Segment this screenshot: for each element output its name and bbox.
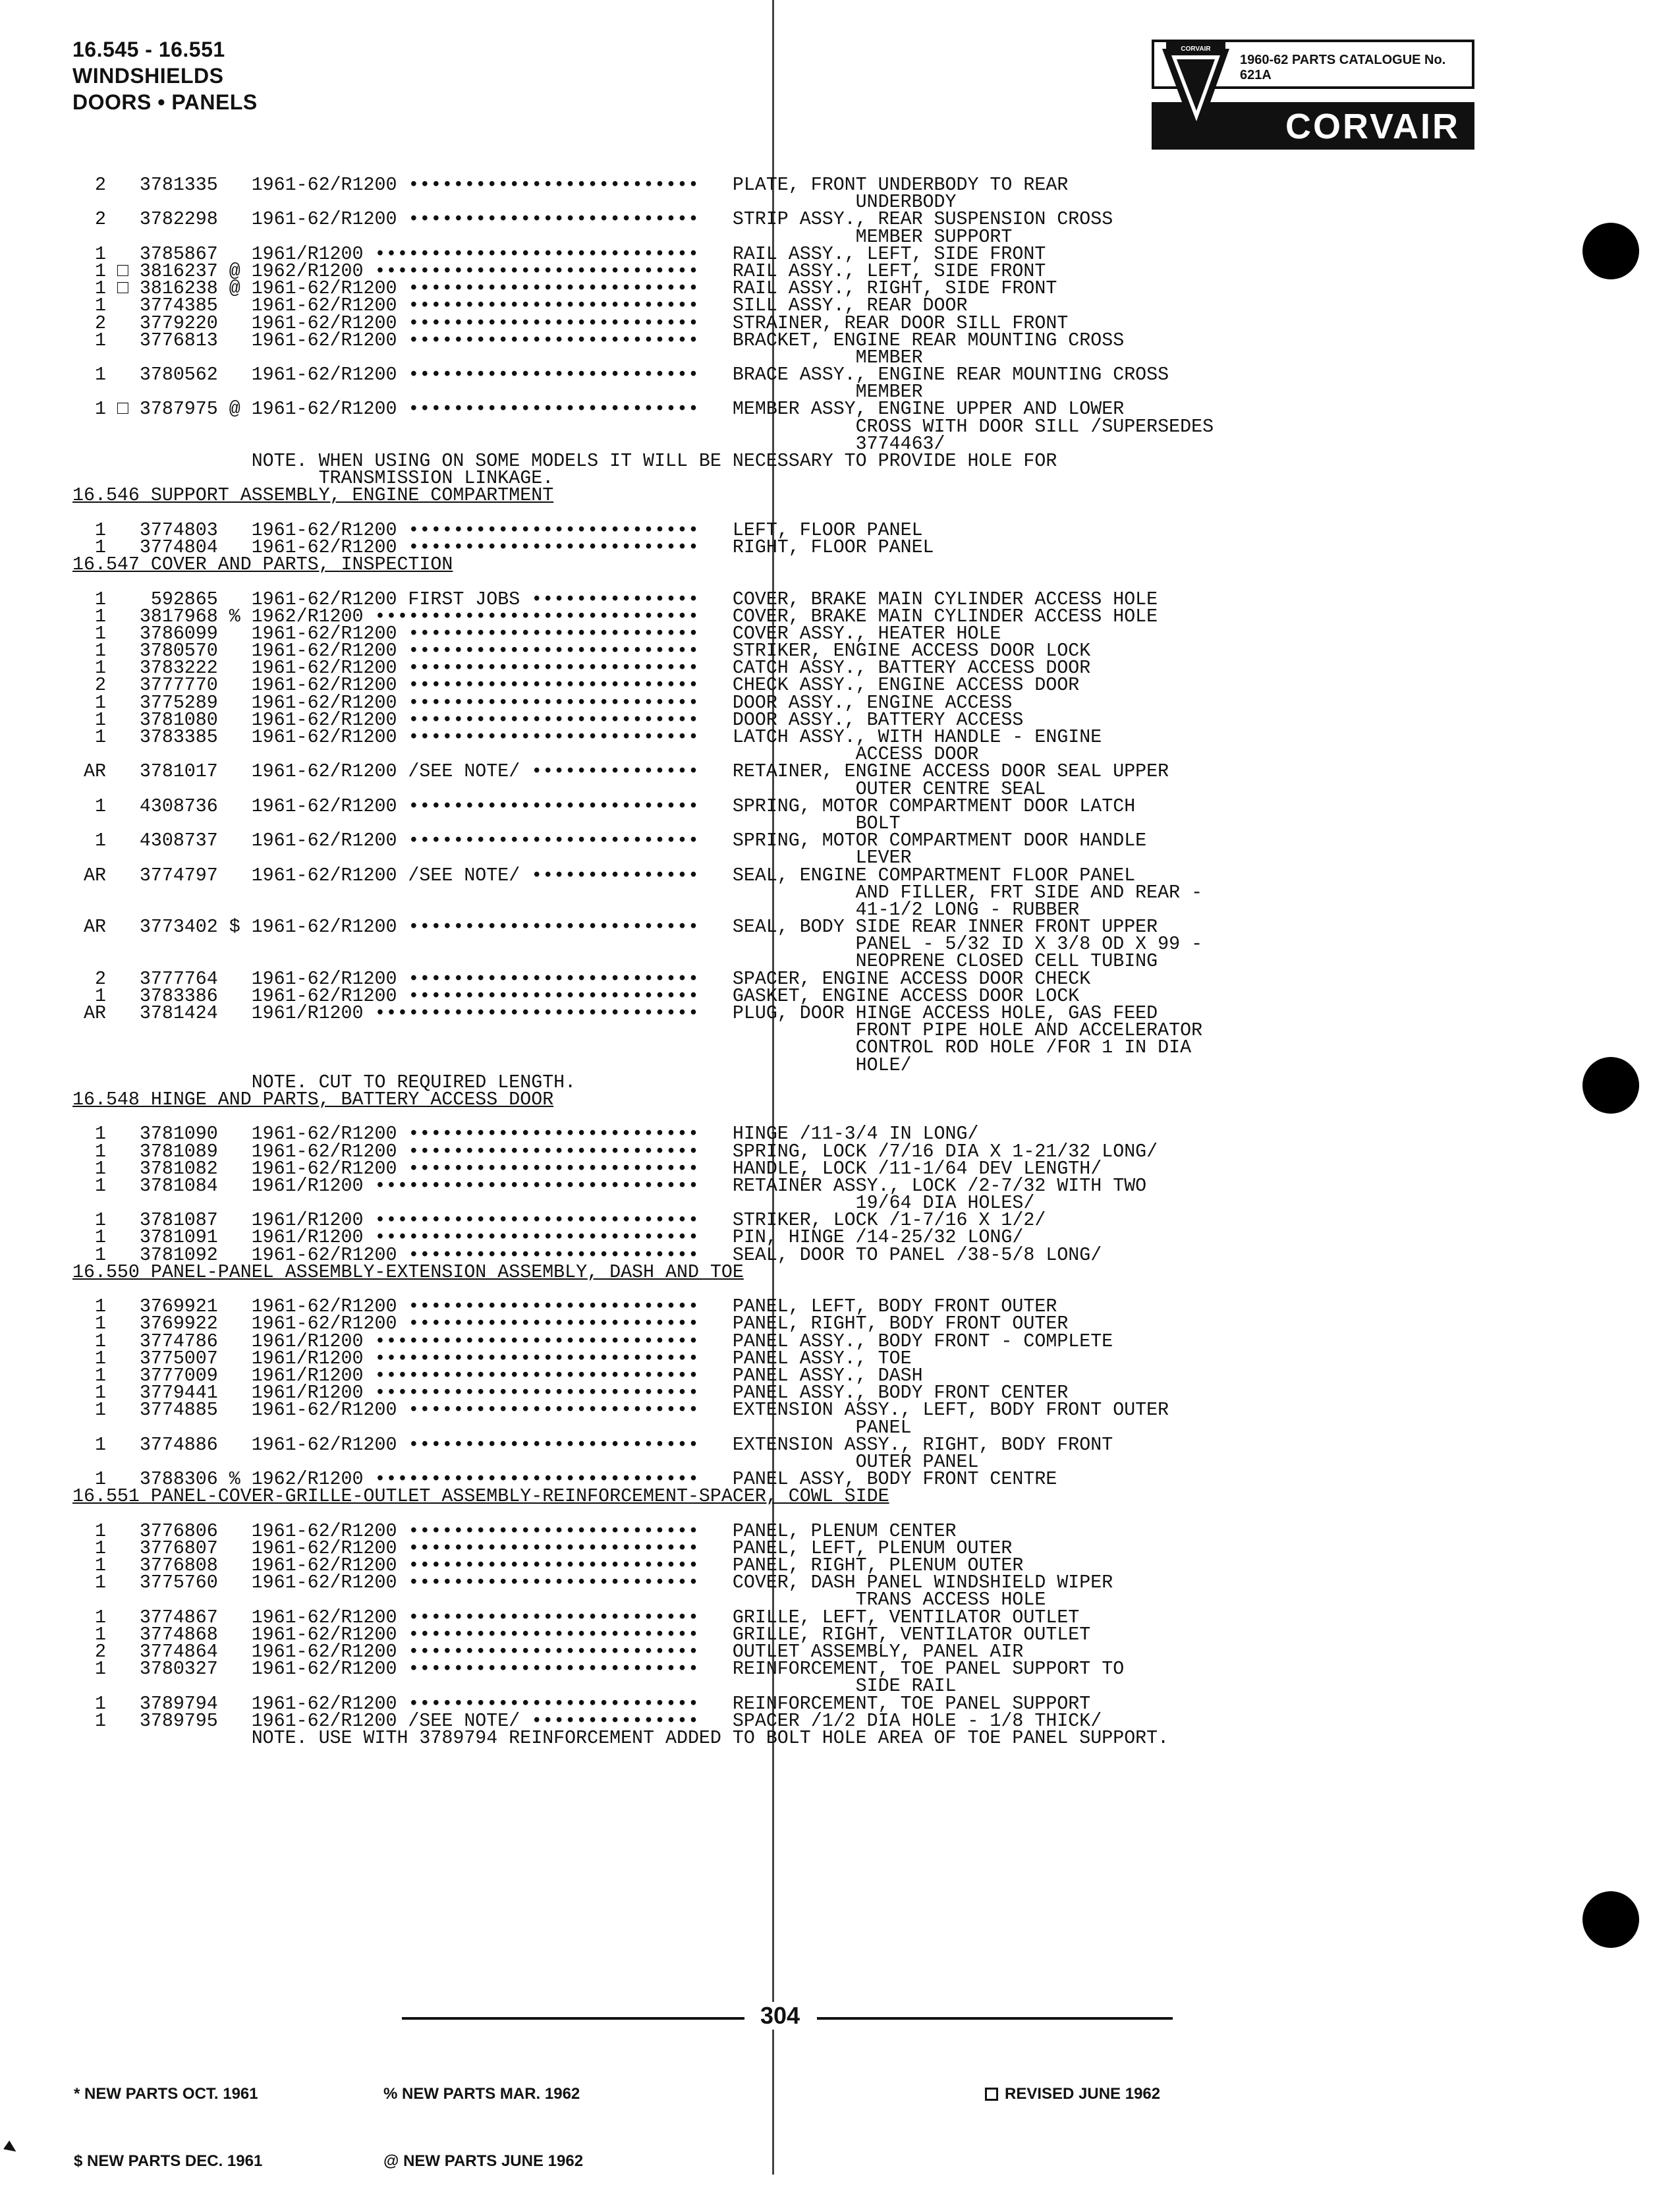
list-line: TRANS ACCESS HOLE bbox=[72, 1589, 1046, 1611]
list-line: AR 3781017 1961-62/R1200 /SEE NOTE/ ••••••••••••••• RETAINER, ENGINE ACCESS DOOR SEAL UPPER bbox=[72, 761, 1169, 783]
list-line: 1 □ 3787975 @ 1961-62/R1200 •••••••••••••••••••••••••• MEMBER ASSY, ENGINE UPPER AND LOWER bbox=[72, 399, 1125, 420]
list-line: AR 3773402 $ 1961-62/R1200 •••••••••••••••••••••••••• SEAL, BODY SIDE REAR INNER FRONT UPPER bbox=[72, 917, 1158, 938]
list-line: 1 3775007 1961/R1200 ••••••••••••••••••••••••••••• PANEL ASSY., TOE bbox=[72, 1348, 912, 1369]
list-line: 1 3788306 % 1962/R1200 ••••••••••••••••••••••••••••• PANEL ASSY, BODY FRONT CENTRE bbox=[72, 1469, 1057, 1491]
list-line: 1 3781084 1961/R1200 ••••••••••••••••••••••••••••• RETAINER ASSY., LOCK /2-7/32 WITH TWO bbox=[72, 1175, 1147, 1197]
header-title-doors-panels: DOORS • PANELS bbox=[72, 90, 258, 114]
parts-listing bbox=[72, 177, 1542, 1747]
list-line: 1 3776813 1961-62/R1200 •••••••••••••••••••••••••• BRACKET, ENGINE REAR MOUNTING CROSS bbox=[72, 329, 1125, 351]
list-line: 1 3785867 1961/R1200 ••••••••••••••••••••••••••••• RAIL ASSY., LEFT, SIDE FRONT bbox=[72, 243, 1046, 265]
list-line: BOLT bbox=[72, 812, 901, 834]
list-line: 1 3769922 1961-62/R1200 •••••••••••••••••••••••••• PANEL, RIGHT, BODY FRONT OUTER bbox=[72, 1313, 1069, 1335]
list-line: 1 3774886 1961-62/R1200 •••••••••••••••••••••••••• EXTENSION ASSY., RIGHT, BODY FRONT bbox=[72, 1434, 1113, 1456]
list-line: 1 3774885 1961-62/R1200 •••••••••••••••••••••••••• EXTENSION ASSY., LEFT, BODY FRONT OUTER bbox=[72, 1400, 1169, 1421]
list-line: 1 3781089 1961-62/R1200 •••••••••••••••••••••••••• SPRING, LOCK /7/16 DIA X 1-21/32 LONG/ bbox=[72, 1141, 1158, 1162]
list-line: OUTER PANEL bbox=[72, 1451, 979, 1473]
list-line: 1 3781087 1961/R1200 ••••••••••••••••••••••••••••• STRIKER, LOCK /1-7/16 X 1/2/ bbox=[72, 1210, 1046, 1232]
legend-new-oct: * NEW PARTS OCT. 1961 bbox=[74, 2085, 258, 2103]
legend-new-mar: % NEW PARTS MAR. 1962 bbox=[383, 2085, 580, 2103]
list-line: MEMBER bbox=[72, 347, 923, 368]
list-line: 1 3783386 1961-62/R1200 •••••••••••••••••••••••••• GASKET, ENGINE ACCESS DOOR LOCK bbox=[72, 985, 1080, 1007]
list-line: 1 3777009 1961/R1200 ••••••••••••••••••••••••••••• PANEL ASSY., DASH bbox=[72, 1365, 923, 1386]
list-line: AR 3774797 1961-62/R1200 /SEE NOTE/ ••••••••••••••• SEAL, ENGINE COMPARTMENT FLOOR PANEL bbox=[72, 865, 1136, 886]
list-line: 19/64 DIA HOLES/ bbox=[72, 1193, 1035, 1214]
list-line: CONTROL ROD HOLE /FOR 1 IN DIA bbox=[72, 1037, 1192, 1059]
list-line: AND FILLER, FRT SIDE AND REAR - bbox=[72, 882, 1203, 903]
legend-new-june: @ NEW PARTS JUNE 1962 bbox=[383, 2152, 584, 2170]
list-line: 1 3780562 1961-62/R1200 •••••••••••••••••••••••••• BRACE ASSY., ENGINE REAR MOUNTING CROSS bbox=[72, 364, 1169, 386]
corvair-logo bbox=[1152, 40, 1474, 152]
list-line: 1 3789795 1961-62/R1200 /SEE NOTE/ ••••••••••••••• SPACER /1/2 DIA HOLE - 1/8 THICK/ bbox=[72, 1710, 1102, 1732]
list-line: 1 3783385 1961-62/R1200 •••••••••••••••••••••••••• LATCH ASSY., WITH HANDLE - ENGINE bbox=[72, 727, 1102, 748]
list-line: 1 3774786 1961/R1200 ••••••••••••••••••••••••••••• PANEL ASSY., BODY FRONT - COMPLETE bbox=[72, 1330, 1113, 1352]
section-range: 16.545 - 16.551 bbox=[72, 38, 225, 61]
list-line: 1 3774385 1961-62/R1200 •••••••••••••••••••••••••• SILL ASSY., REAR DOOR bbox=[72, 295, 968, 317]
revised-box-icon bbox=[985, 2088, 998, 2101]
legend-revised: REVISED JUNE 1962 bbox=[1005, 2085, 1161, 2103]
footer-rule-right bbox=[817, 2017, 1173, 2020]
brand-name: CORVAIR bbox=[1285, 107, 1460, 146]
list-line: 2 3782298 1961-62/R1200 •••••••••••••••••••••••••• STRIP ASSY., REAR SUSPENSION CROSS bbox=[72, 209, 1113, 231]
legend-new-dec: $ NEW PARTS DEC. 1961 bbox=[74, 2152, 263, 2170]
section-heading: 16.546 SUPPORT ASSEMBLY, ENGINE COMPARTMENT bbox=[72, 485, 554, 507]
list-line: 2 3777770 1961-62/R1200 •••••••••••••••••••••••••• CHECK ASSY., ENGINE ACCESS DOOR bbox=[72, 675, 1080, 697]
list-line: 2 3777764 1961-62/R1200 •••••••••••••••••••••••••• SPACER, ENGINE ACCESS DOOR CHECK bbox=[72, 968, 1091, 990]
list-line: 41-1/2 LONG - RUBBER bbox=[72, 899, 1080, 921]
list-line: CROSS WITH DOOR SILL /SUPERSEDES bbox=[72, 416, 1214, 438]
list-line: 1 4308736 1961-62/R1200 •••••••••••••••••••••••••• SPRING, MOTOR COMPARTMENT DOOR LATCH bbox=[72, 795, 1136, 817]
list-line: 1 3775760 1961-62/R1200 •••••••••••••••••••••••••• COVER, DASH PANEL WINDSHIELD WIPER bbox=[72, 1572, 1113, 1594]
list-line: 1 3776807 1961-62/R1200 •••••••••••••••••••••••••• PANEL, LEFT, PLENUM OUTER bbox=[72, 1537, 1013, 1559]
list-line bbox=[72, 1505, 1542, 1522]
list-line: 1 592865 1961-62/R1200 FIRST JOBS ••••••••••••••• COVER, BRAKE MAIN CYLINDER ACCESS HOLE bbox=[72, 588, 1158, 610]
list-line: 2 3781335 1961-62/R1200 •••••••••••••••••••••••••• PLATE, FRONT UNDERBODY TO REAR bbox=[72, 175, 1069, 196]
list-line: 1 □ 3816237 @ 1962/R1200 ••••••••••••••••••••••••••••• RAIL ASSY., LEFT, SIDE FRONT bbox=[72, 260, 1046, 282]
list-line: 1 3776806 1961-62/R1200 •••••••••••••••••••••••••• PANEL, PLENUM CENTER bbox=[72, 1520, 957, 1542]
list-line: 1 3786099 1961-62/R1200 •••••••••••••••••••••••••• COVER ASSY., HEATER HOLE bbox=[72, 623, 1001, 644]
list-line bbox=[72, 573, 1542, 590]
page-header bbox=[72, 36, 258, 115]
list-line: 1 3775289 1961-62/R1200 •••••••••••••••••••••••••• DOOR ASSY., ENGINE ACCESS bbox=[72, 692, 1013, 714]
list-line: PANEL bbox=[72, 1417, 912, 1439]
list-line: NOTE. CUT TO REQUIRED LENGTH. bbox=[72, 1071, 576, 1093]
section-heading: 16.551 PANEL-COVER-GRILLE-OUTLET ASSEMBLY-REINFORCEMENT-SPACER, COWL SIDE bbox=[72, 1486, 889, 1508]
list-line: ACCESS DOOR bbox=[72, 744, 979, 766]
list-line: 1 □ 3816238 @ 1961-62/R1200 •••••••••••••••••••••••••• RAIL ASSY., RIGHT, SIDE FRONT bbox=[72, 278, 1057, 300]
list-line: 1 3779441 1961/R1200 ••••••••••••••••••••••••••••• PANEL ASSY., BODY FRONT CENTER bbox=[72, 1383, 1069, 1404]
list-line: MEMBER SUPPORT bbox=[72, 226, 1013, 248]
section-heading: 16.550 PANEL-PANEL ASSEMBLY-EXTENSION ASSEMBLY, DASH AND TOE bbox=[72, 1261, 744, 1283]
list-line: AR 3781424 1961/R1200 ••••••••••••••••••••••••••••• PLUG, DOOR HINGE ACCESS HOLE, GAS FEED bbox=[72, 1003, 1158, 1024]
binder-hole-top bbox=[1582, 223, 1639, 279]
footer-rule-left bbox=[402, 2017, 744, 2020]
page-number: 304 bbox=[758, 2002, 802, 2030]
list-line: NOTE. USE WITH 3789794 REINFORCEMENT ADDED TO BOLT HOLE AREA OF TOE PANEL SUPPORT. bbox=[72, 1727, 1169, 1749]
list-line: 1 3774804 1961-62/R1200 •••••••••••••••••••••••••• RIGHT, FLOOR PANEL bbox=[72, 536, 934, 558]
list-line bbox=[72, 505, 1542, 522]
list-line: PANEL - 5/32 ID X 3/8 OD X 99 - bbox=[72, 934, 1203, 955]
list-line: 1 3774803 1961-62/R1200 •••••••••••••••••••••••••• LEFT, FLOOR PANEL bbox=[72, 519, 923, 541]
list-line: 1 3781092 1961-62/R1200 •••••••••••••••••••••••••• SEAL, DOOR TO PANEL /38-5/8 LONG/ bbox=[72, 1244, 1102, 1266]
corner-arrow-icon bbox=[3, 2140, 19, 2155]
section-heading: 16.547 COVER AND PARTS, INSPECTION bbox=[72, 554, 453, 576]
list-line: OUTER CENTRE SEAL bbox=[72, 778, 1046, 800]
list-line: HOLE/ bbox=[72, 1054, 912, 1076]
list-line: 1 3776808 1961-62/R1200 •••••••••••••••••••••••••• PANEL, RIGHT, PLENUM OUTER bbox=[72, 1555, 1024, 1576]
list-line: LEVER bbox=[72, 847, 912, 869]
list-line: 2 3774864 1961-62/R1200 •••••••••••••••••••••••••• OUTLET ASSEMBLY, PANEL AIR bbox=[72, 1641, 1024, 1663]
catalogue-label: 1960-62 PARTS CATALOGUE No. 621A bbox=[1240, 53, 1446, 82]
list-line: 2 3779220 1961-62/R1200 •••••••••••••••••••••••••• STRAINER, REAR DOOR SILL FRONT bbox=[72, 312, 1069, 334]
list-line: 1 3780327 1961-62/R1200 •••••••••••••••••••••••••• REINFORCEMENT, TOE PANEL SUPPORT TO bbox=[72, 1659, 1125, 1680]
list-line: 1 3781091 1961/R1200 ••••••••••••••••••••••••••••• PIN, HINGE /14-25/32 LONG/ bbox=[72, 1227, 1024, 1249]
section-heading: 16.548 HINGE AND PARTS, BATTERY ACCESS DOOR bbox=[72, 1089, 554, 1110]
list-line: SIDE RAIL bbox=[72, 1676, 957, 1697]
list-line: TRANSMISSION LINKAGE. bbox=[72, 468, 554, 490]
list-line: 1 3774867 1961-62/R1200 •••••••••••••••••••••••••• GRILLE, LEFT, VENTILATOR OUTLET bbox=[72, 1607, 1080, 1628]
binder-hole-bottom bbox=[1582, 1891, 1639, 1948]
list-line: 1 3780570 1961-62/R1200 •••••••••••••••••••••••••• STRIKER, ENGINE ACCESS DOOR LOCK bbox=[72, 641, 1091, 662]
legend-left bbox=[74, 2038, 262, 2195]
corvair-emblem-icon bbox=[1160, 42, 1232, 148]
list-line: NEOPRENE CLOSED CELL TUBING bbox=[72, 951, 1158, 973]
list-line: MEMBER bbox=[72, 382, 923, 403]
list-line: 3774463/ bbox=[72, 433, 945, 455]
emblem-text: CORVAIR bbox=[1181, 45, 1211, 53]
header-title-windshields: WINDSHIELDS bbox=[72, 64, 224, 88]
list-line: 1 3817968 % 1962/R1200 ••••••••••••••••••••••••••••• COVER, BRAKE MAIN CYLINDER ACCESS HOLE bbox=[72, 606, 1158, 627]
list-line: 1 3789794 1961-62/R1200 •••••••••••••••••••••••••• REINFORCEMENT, TOE PANEL SUPPORT bbox=[72, 1693, 1091, 1715]
list-line: UNDERBODY bbox=[72, 192, 957, 214]
list-line: 1 3774868 1961-62/R1200 •••••••••••••••••••••••••• GRILLE, RIGHT, VENTILATOR OUTLET bbox=[72, 1624, 1091, 1645]
list-line: 1 3781080 1961-62/R1200 •••••••••••••••••••••••••• DOOR ASSY., BATTERY ACCESS bbox=[72, 709, 1024, 731]
legend-middle bbox=[383, 2038, 583, 2195]
list-line: 1 3783222 1961-62/R1200 •••••••••••••••••••••••••• CATCH ASSY., BATTERY ACCESS DOOR bbox=[72, 658, 1091, 679]
binder-hole-middle bbox=[1582, 1057, 1639, 1114]
list-line: NOTE. WHEN USING ON SOME MODELS IT WILL BE NECESSARY TO PROVIDE HOLE FOR bbox=[72, 451, 1057, 472]
list-line: FRONT PIPE HOLE AND ACCELERATOR bbox=[72, 1020, 1203, 1042]
list-line: 1 3781090 1961-62/R1200 •••••••••••••••••••••••••• HINGE /11-3/4 IN LONG/ bbox=[72, 1124, 979, 1145]
list-line: 1 3769921 1961-62/R1200 •••••••••••••••••••••••••• PANEL, LEFT, BODY FRONT OUTER bbox=[72, 1296, 1057, 1318]
legend-right bbox=[985, 2038, 1160, 2128]
list-line: 1 3781082 1961-62/R1200 •••••••••••••••••••••••••• HANDLE, LOCK /11-1/64 DEV LENGTH/ bbox=[72, 1158, 1102, 1180]
list-line: 1 4308737 1961-62/R1200 •••••••••••••••••••••••••• SPRING, MOTOR COMPARTMENT DOOR HANDLE bbox=[72, 830, 1147, 852]
